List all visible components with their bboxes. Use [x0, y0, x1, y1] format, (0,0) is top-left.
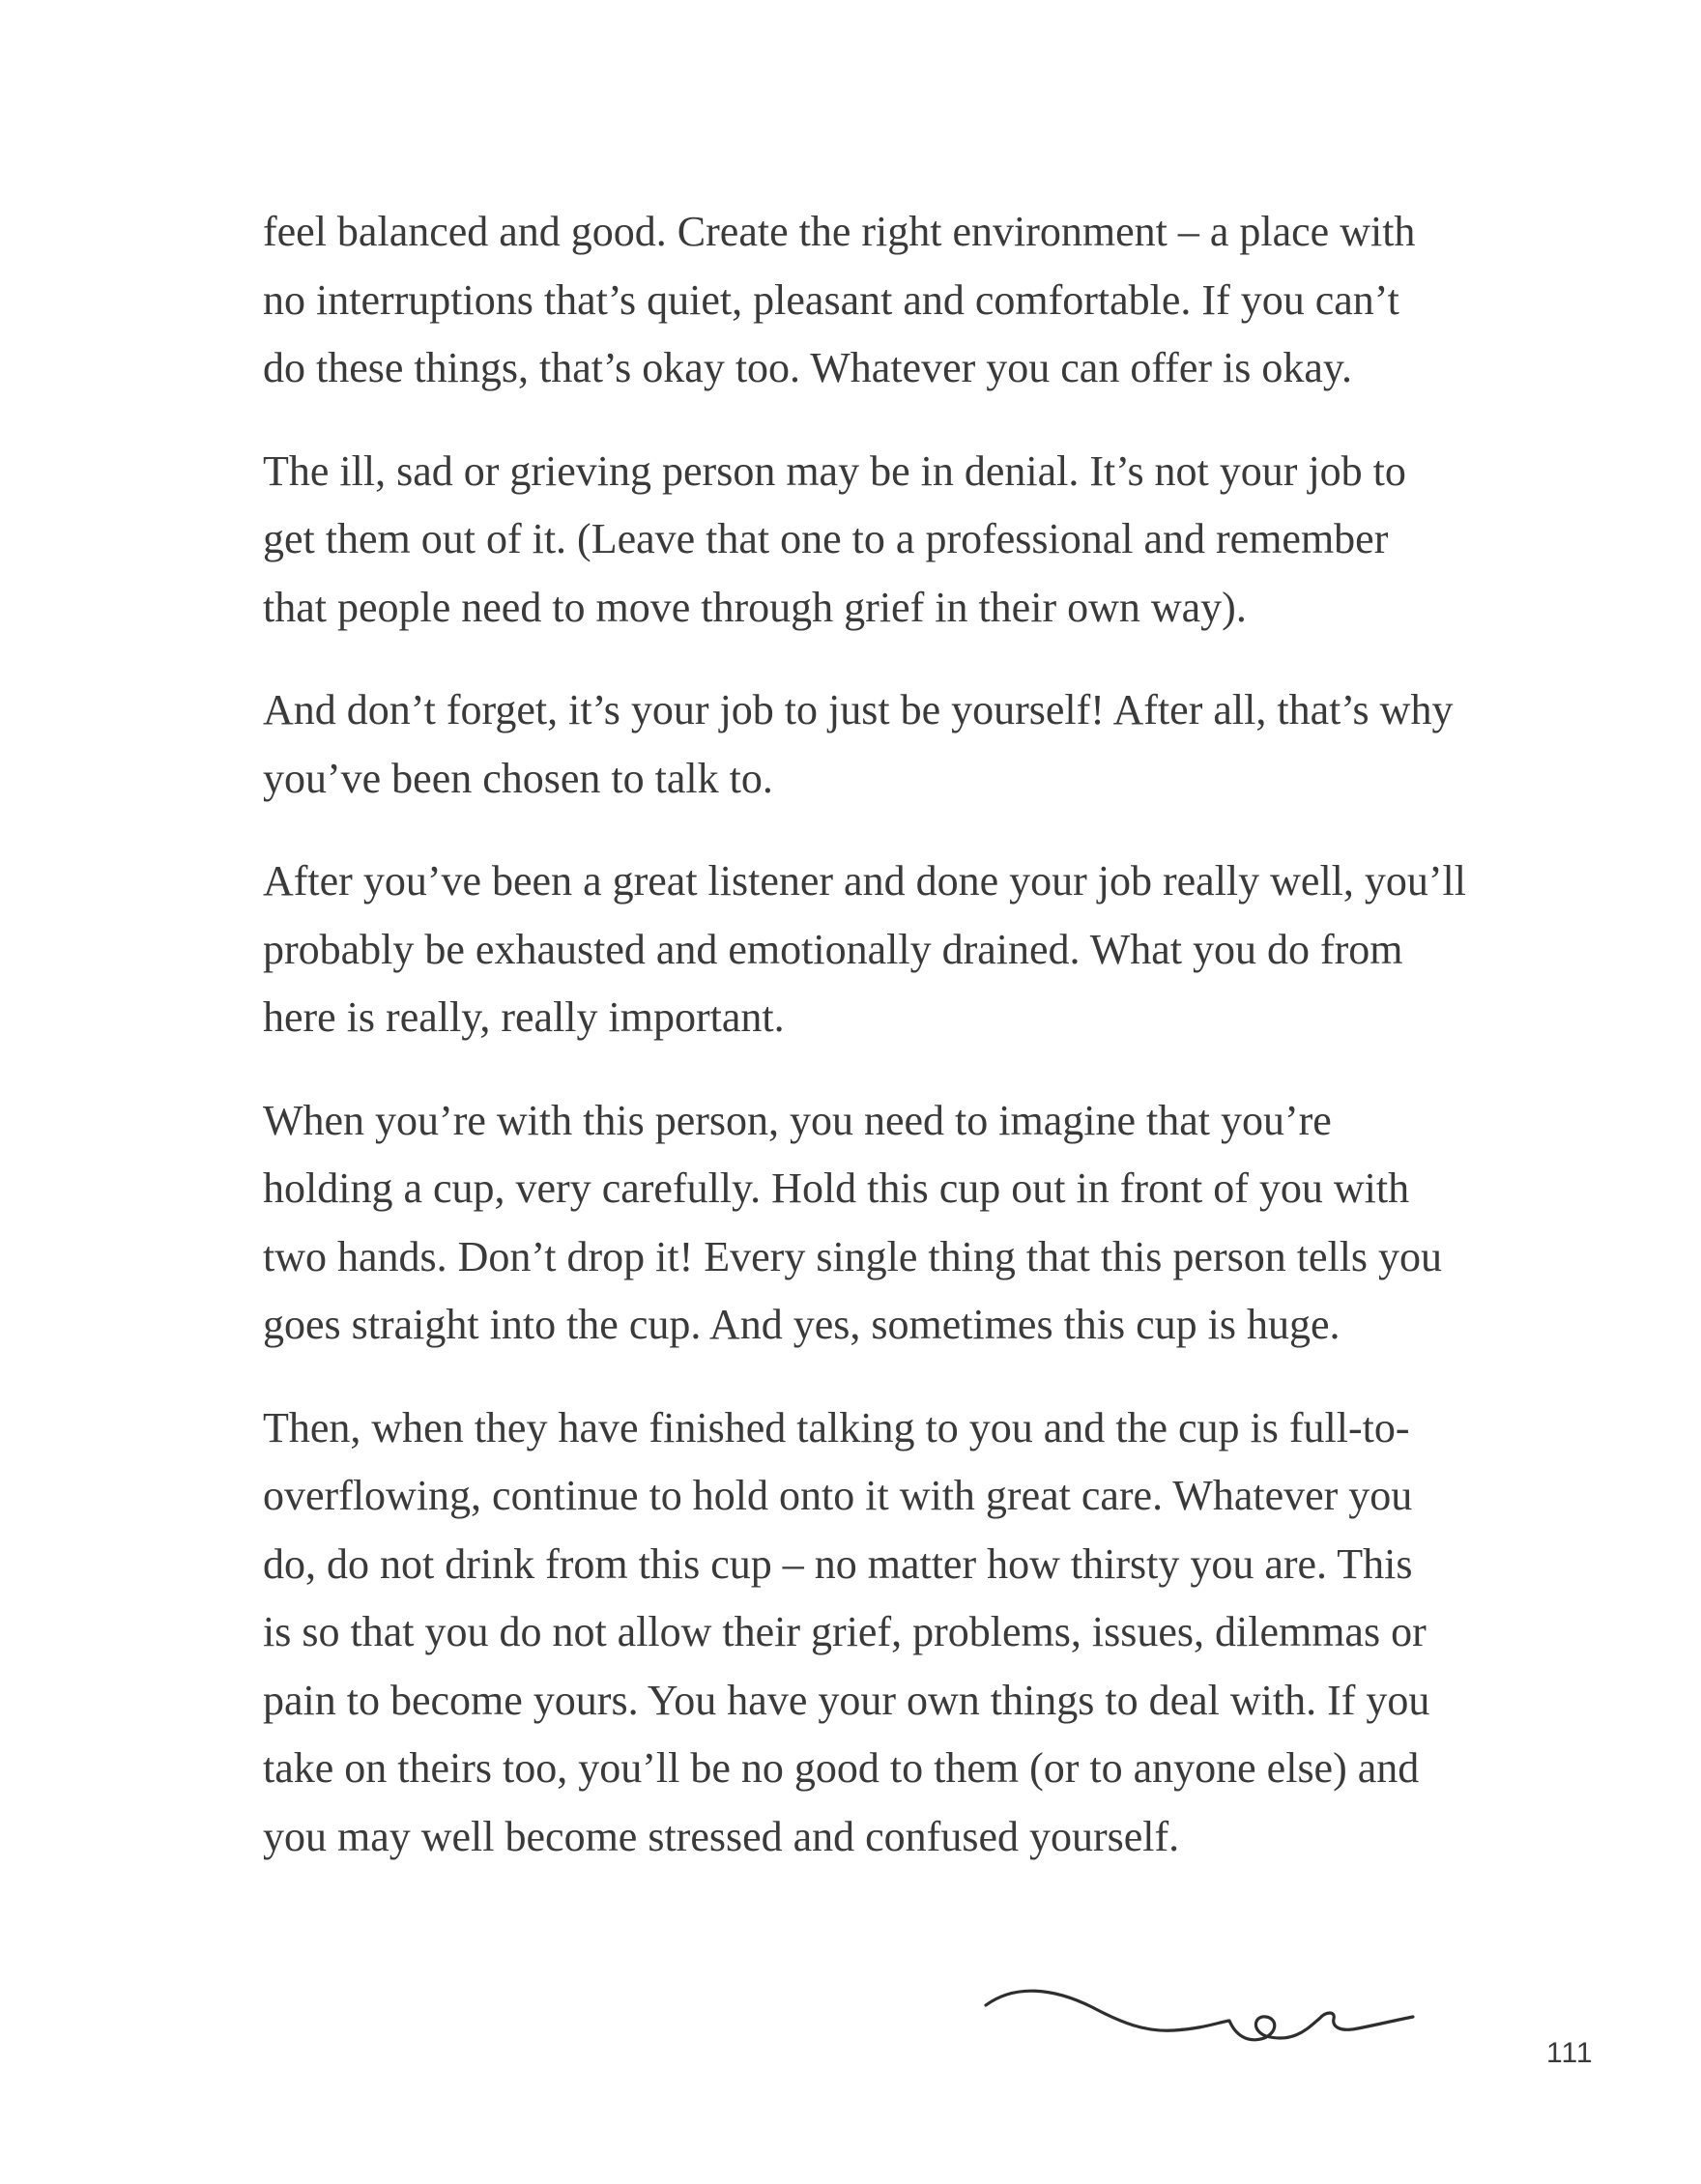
paragraph	[263, 438, 1548, 643]
text-line: probably be exhausted and emotionally drained. What you do from	[263, 925, 1403, 973]
text-line: take on theirs too, you’ll be no good to them (or to anyone else) and	[263, 1744, 1420, 1792]
text-line: here is really, really important.	[263, 993, 785, 1041]
text-line: After you’ve been a great listener and done your job really well, you’ll	[263, 857, 1466, 905]
text-line: overflowing, continue to hold onto it with great care. Whatever you	[263, 1472, 1413, 1519]
text-line: Then, when they have finished talking to you and the cup is full-to-	[263, 1403, 1410, 1451]
text-line: do these things, that’s okay too. Whatever you can offer is okay.	[263, 344, 1353, 391]
text-line: you’ve been chosen to talk to.	[263, 754, 773, 802]
text-line: And don’t forget, it’s your job to just be yourself! After all, that’s why	[263, 686, 1454, 733]
text-line: The ill, sad or grieving person may be in denial. It’s not your job to	[263, 446, 1406, 495]
text-line: you may well become stressed and confused yourself.	[263, 1812, 1180, 1860]
page-number: 111	[1546, 2037, 1594, 2069]
text-line: pain to become yours. You have your own things to deal with. If you	[263, 1676, 1430, 1724]
text-line: is so that you do not allow their grief, problems, issues, dilemmas or	[263, 1608, 1427, 1655]
paragraph	[263, 1087, 1548, 1360]
text-line: do, do not drink from this cup – no matter how thirsty you are. This	[263, 1539, 1413, 1588]
text-line: When you’re with this person, you need to imagine that you’re	[263, 1096, 1332, 1144]
paragraph	[263, 848, 1548, 1052]
flourish-ornament-icon	[976, 1976, 1430, 2054]
paragraph	[263, 198, 1548, 403]
text-line: that people need to move through grief in their own way).	[263, 583, 1247, 631]
text-line: no interruptions that’s quiet, pleasant and comfortable. If you can’t	[263, 275, 1399, 324]
text-line: feel balanced and good. Create the right environment – a place with	[263, 208, 1416, 255]
text-line: two hands. Don’t drop it! Every single thing that this person tells you	[263, 1232, 1443, 1280]
paragraph	[263, 676, 1548, 813]
text-line: holding a cup, very carefully. Hold this cup out in front of you with	[263, 1164, 1410, 1212]
paragraph	[263, 1394, 1548, 1872]
text-line: goes straight into the cup. And yes, sometimes this cup is huge.	[263, 1301, 1341, 1348]
text-line: get them out of it. (Leave that one to a professional and remember	[263, 515, 1389, 562]
body-text	[263, 198, 1548, 1871]
